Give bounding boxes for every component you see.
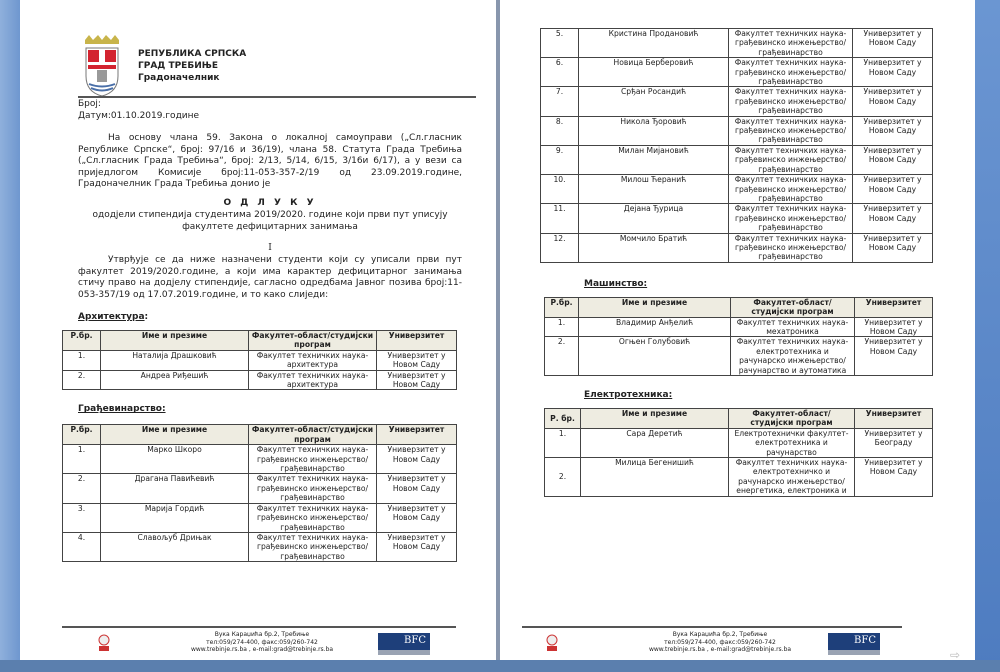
section-civil-heading: Грађевинарство: [78, 404, 166, 415]
university-name: Универзитет у Новом Саду [855, 337, 933, 376]
footer-divider [62, 626, 456, 628]
table-row [63, 532, 457, 561]
row-number: 11. [541, 204, 579, 233]
table-row [63, 350, 457, 370]
section-mechanical-heading-wrap [584, 279, 936, 293]
faculty-program: Факултет техничких наука-архитектура [249, 370, 377, 390]
footer-phone: тел:059/274-400, факс:059/260-742 [206, 638, 318, 646]
decision-subtitle-line-1: ододјели стипендија студентима 2019/2020. године који први пут уписују [92, 210, 448, 220]
col-header-university: Универзитет [377, 331, 457, 351]
table-row [541, 87, 933, 116]
faculty-program: Факултет техничких наука-грађевинско инжењерство/ грађевинарство [729, 58, 853, 87]
col-header-faculty: Факултет-област/студијски програм [729, 409, 855, 429]
table-civil-part-2 [540, 28, 933, 263]
row-number: 10. [541, 175, 579, 204]
col-header-faculty: Факултет-област/студијски програм [249, 331, 377, 351]
table-electrical [544, 408, 933, 497]
university-name: Универзитет у Новом Саду [377, 350, 457, 370]
org-line-3: Градоначелник [138, 73, 220, 83]
student-name: Марко Шкоро [101, 445, 249, 474]
row-number: 8. [541, 116, 579, 145]
university-name: Универзитет у Новом Саду [377, 503, 457, 532]
row-number: 7. [541, 87, 579, 116]
footer-web[interactable]: www.trebinje.rs.ba , e-mail:grad@trebinje.rs.ba [648, 646, 792, 654]
university-name: Универзитет у Новом Саду [853, 87, 933, 116]
page-footer [20, 626, 496, 660]
faculty-program: Факултет техничких наука-архитектура [249, 350, 377, 370]
table-body [541, 29, 933, 263]
faculty-program: Факултет техничких наука-грађевинско инжењерство/ грађевинарство [729, 204, 853, 233]
table-row [545, 428, 933, 457]
city-crest-logo [82, 32, 122, 98]
col-header-no: Р.бр. [63, 331, 101, 351]
student-name: Милош Ћеранић [579, 175, 729, 204]
table-row [541, 233, 933, 262]
row-number: 1. [63, 350, 101, 370]
row-number: 2. [545, 458, 581, 497]
section-architecture-heading: Архитектура: [78, 312, 149, 322]
row-number: 2. [63, 474, 101, 503]
row-number: 1. [545, 428, 581, 457]
decision-title: О Д Л У К У [223, 198, 317, 208]
section-electrical-heading-wrap [584, 390, 936, 404]
faculty-program: Факултет техничких наука-грађевинско инжењерство/ грађевинарство [249, 503, 377, 532]
student-name: Владимир Анђелић [579, 317, 731, 337]
bfc-logo [828, 633, 880, 655]
table-header-row [545, 297, 933, 317]
col-header-name: Име и презиме [101, 425, 249, 445]
col-header-name: Име и презиме [581, 409, 729, 429]
footer-contact [162, 631, 362, 654]
row-number: 6. [541, 58, 579, 87]
table-row [545, 337, 933, 376]
faculty-program: Факултет техничких наука-грађевинско инжењерство/ грађевинарство [729, 175, 853, 204]
bfc-logo [378, 633, 430, 655]
document-number: Број: [78, 99, 101, 109]
quality-seal-logo [98, 634, 110, 652]
row-number: 12. [541, 233, 579, 262]
left-page-flow [62, 312, 462, 562]
footer-phone: тел:059/274-400, факс:059/260-742 [664, 638, 776, 646]
preamble-paragraph: На основу члана 59. Закона о локалној самоуправи („Сл.гласник Републике Српске“, број: 97/16 и 36/19), члана 58. Статута Града Требиња („Сл.гласник Града Требиња“, број: 2/13, 5/14, 6/15, 3/16и 6/17), а у вези са приједлогом Комисије број:11-053-357-2/19 од 23.09.2019.године, Градоначелник Града Требиња донио је [78, 133, 462, 190]
university-name: Универзитет у Новом Саду [853, 29, 933, 58]
document-page-2 [500, 0, 975, 660]
table-row [541, 204, 933, 233]
faculty-program: Факултет техничких наука-грађевинско инжењерство/ грађевинарство [249, 445, 377, 474]
faculty-program: Факултет техничких наука-грађевинско инжењерство/ грађевинарство [729, 29, 853, 58]
table-header-row [63, 425, 457, 445]
row-number: 1. [545, 317, 579, 337]
col-header-faculty: Факултет-област/студијски програм [731, 297, 855, 317]
student-name: Момчило Братић [579, 233, 729, 262]
col-header-no: Р.бр. [545, 297, 579, 317]
col-header-faculty: Факултет-област/студијски програм [249, 425, 377, 445]
row-number: 3. [63, 503, 101, 532]
table-header-row [545, 409, 933, 429]
table-civil-part-1 [62, 424, 457, 562]
university-name: Универзитет у Новом Саду [853, 116, 933, 145]
col-header-university: Универзитет [377, 425, 457, 445]
next-page-arrow-icon[interactable]: ⇨ [950, 648, 961, 662]
table-mechanical [544, 297, 933, 376]
table-architecture [62, 330, 457, 390]
row-number: 9. [541, 145, 579, 174]
student-name: Никола Ђоровић [579, 116, 729, 145]
section-architecture-heading-wrap [78, 312, 462, 326]
faculty-program: Електротехнички факултет-електротехника и рачунарство [729, 428, 855, 457]
student-name: Дејана Ђурица [579, 204, 729, 233]
row-number: 2. [63, 370, 101, 390]
table-row [63, 370, 457, 390]
section-mechanical-heading: Машинство: [584, 278, 648, 289]
table-row [63, 503, 457, 532]
student-name: Марија Гордић [101, 503, 249, 532]
row-number: 2. [545, 337, 579, 376]
table-body [63, 445, 457, 562]
col-header-university: Универзитет [855, 297, 933, 317]
section-civil-heading-wrap [78, 404, 462, 418]
table-row [545, 458, 933, 497]
university-name: Универзитет у Новом Саду [855, 458, 933, 497]
footer-web[interactable]: www.trebinje.rs.ba , e-mail:grad@trebinje.rs.ba [190, 646, 334, 654]
org-line-2: ГРАД ТРЕБИЊЕ [138, 61, 219, 71]
table-row [541, 145, 933, 174]
faculty-program: Факултет техничких наука-електротехничко и рачунарско инжењерство/енергетика, електроника и [729, 458, 855, 497]
table-row [541, 29, 933, 58]
org-line-1: РЕПУБЛИКА СРПСКА [138, 49, 247, 59]
article-paragraph: Утврђује се да ниже назначени студенти који су уписали први пут факултет 2019/2020.године, а који има карактер дефицитарног занимања стичу право на додјелу стипендије, сагласно одредбама Јавног позива број:11-053-357/19 од 17.07.2019.године, и то како слиједи: [78, 255, 462, 300]
student-name: Срђан Росандић [579, 87, 729, 116]
faculty-program: Факултет техничких наука-грађевинско инжењерство/ грађевинарство [729, 116, 853, 145]
university-name: Универзитет у Новом Саду [853, 175, 933, 204]
faculty-program: Факултет техничких наука-грађевинско инжењерство/ грађевинарство [729, 233, 853, 262]
table-row [541, 116, 933, 145]
university-name: Универзитет у Новом Саду [853, 233, 933, 262]
faculty-program: Факултет техничких наука-грађевинско инжењерство/ грађевинарство [249, 532, 377, 561]
student-name: Андреа Риђешић [101, 370, 249, 390]
university-name: Универзитет у Новом Саду [853, 145, 933, 174]
right-page-flow [540, 28, 936, 497]
header-divider [78, 96, 476, 98]
table-row [541, 58, 933, 87]
col-header-university: Универзитет [855, 409, 933, 429]
student-name: Наталија Драшковић [101, 350, 249, 370]
table-row [545, 317, 933, 337]
university-name: Универзитет у Новом Саду [377, 370, 457, 390]
table-body [63, 350, 457, 390]
document-date: Датум:01.10.2019.године [78, 111, 200, 121]
university-name: Универзитет у Новом Саду [853, 58, 933, 87]
window-bottom-bar [0, 660, 1000, 672]
faculty-program: Факултет техничких наука-грађевинско инжењерство/ грађевинарство [249, 474, 377, 503]
organization-name [138, 48, 246, 84]
col-header-name: Име и презиме [579, 297, 731, 317]
student-name: Огњен Голубовић [579, 337, 731, 376]
quality-seal-logo [546, 634, 558, 652]
university-name: Универзитет у Београду [855, 428, 933, 457]
faculty-program: Факултет техничких наука-грађевинско инжењерство/ грађевинарство [729, 87, 853, 116]
student-name: Новица Берберовић [579, 58, 729, 87]
footer-address: Вука Караџића бр.2, Требиње [672, 631, 768, 638]
bfc-logo-text: BFC [854, 635, 876, 646]
student-name: Милан Мијановић [579, 145, 729, 174]
university-name: Универзитет у Новом Саду [377, 532, 457, 561]
faculty-program: Факултет техничких наука-електротехника и рачунарско инжењерство/рачунарство и аутоматика [731, 337, 855, 376]
table-row [63, 474, 457, 503]
col-header-no: Р.бр. [63, 425, 101, 445]
footer-contact [620, 631, 820, 654]
student-name: Драгана Павићевић [101, 474, 249, 503]
col-header-name: Име и презиме [101, 331, 249, 351]
student-name: Сара Деретић [581, 428, 729, 457]
row-number: 4. [63, 532, 101, 561]
faculty-program: Факултет техничких наука-мехатроника [731, 317, 855, 337]
university-name: Универзитет у Новом Саду [855, 317, 933, 337]
table-row [63, 445, 457, 474]
faculty-program: Факултет техничких наука-грађевинско инжењерство/ грађевинарство [729, 145, 853, 174]
decision-subtitle-line-2: факултете дефицитарних занимања [182, 222, 358, 232]
table-body [545, 317, 933, 375]
bfc-logo-text: BFC [404, 635, 426, 646]
section-electrical-heading: Електротехника: [584, 390, 673, 400]
col-header-no: Р. бр. [545, 409, 581, 429]
table-row [541, 175, 933, 204]
row-number: 5. [541, 29, 579, 58]
desktop-background-right [975, 0, 1000, 672]
student-name: Милица Бегенишић [581, 458, 729, 497]
page-footer [500, 626, 975, 660]
student-name: Славољуб Дрињак [101, 532, 249, 561]
article-number: I [268, 243, 272, 253]
row-number: 1. [63, 445, 101, 474]
university-name: Универзитет у Новом Саду [853, 204, 933, 233]
table-body [545, 428, 933, 496]
footer-divider [522, 626, 902, 628]
footer-address: Вука Караџића бр.2, Требиње [214, 631, 310, 638]
document-page-1 [20, 0, 496, 660]
university-name: Универзитет у Новом Саду [377, 445, 457, 474]
university-name: Универзитет у Новом Саду [377, 474, 457, 503]
table-header-row [63, 331, 457, 351]
student-name: Кристина Продановић [579, 29, 729, 58]
